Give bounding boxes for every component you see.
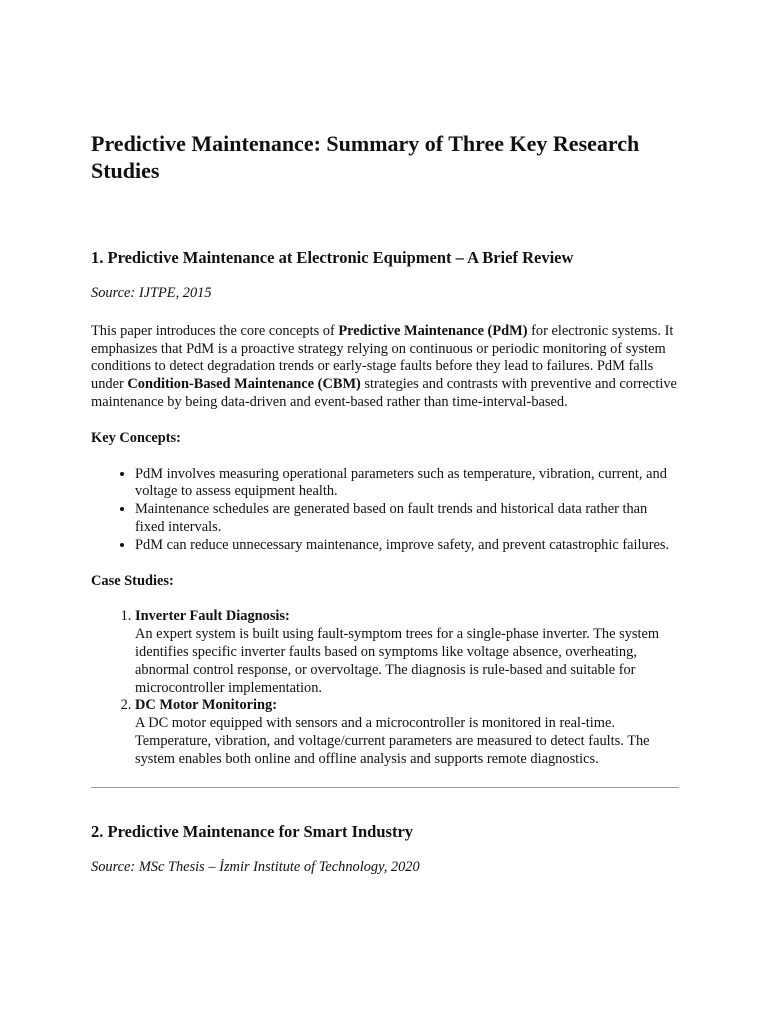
section-2-heading: 2. Predictive Maintenance for Smart Industry: [91, 821, 414, 841]
list-item: • PdM involves measuring operational parameters such as temperature, vibration, current, and voltage to assess equipment health.: [135, 466, 679, 502]
case-study-text: An expert system is built using fault-symptom trees for a single-phase inverter. The system identifies specific inverter faults based on symptoms like voltage absence, overheating, abnormal control response, or overvoltage. The diagnosis is rule-based and suitable for microcontroller implementation.: [135, 626, 660, 696]
case-study-item: [135, 697, 679, 768]
section-1-source: Source: IJTPE, 2015: [91, 285, 212, 301]
case-study-text: A DC motor equipped with sensors and a microcontroller is monitored in real-time. Temperature, vibration, and voltage/current parameters are measured to detect faults. The system enables both online and offline analysis and supports remote diagnostics.: [135, 715, 650, 767]
intro-text-3: strategies and contrasts with preventive and corrective maintenance by being data-driven and event-based rather than time-interval-based.: [91, 376, 677, 410]
intro-term-cbm: Condition-Based Maintenance (CBM): [127, 376, 361, 393]
case-study-title: 1. Inverter Fault Diagnosis:: [135, 608, 290, 625]
document-body: [91, 130, 679, 896]
section-1-heading: 1. Predictive Maintenance at Electronic Equipment – A Brief Review: [91, 248, 574, 267]
list-item: • PdM can reduce unnecessary maintenance, improve safety, and prevent catastrophic failures.: [135, 537, 679, 555]
section-divider: [91, 787, 679, 788]
list-item: • Maintenance schedules are generated based on fault trends and historical data rather than fixed intervals.: [135, 501, 679, 537]
section-2: [91, 822, 679, 877]
case-studies-label: Case Studies:: [91, 572, 174, 589]
document-title: Predictive Maintenance: Summary of Three Key Research Studies: [91, 131, 640, 183]
section-2-source: Source: MSc Thesis – İzmir Institute of Technology, 2020: [91, 858, 420, 875]
key-concepts-label: Key Concepts:: [91, 429, 181, 446]
section-1-intro: [91, 323, 679, 412]
intro-text-1: This paper introduces the core concepts of: [91, 322, 339, 339]
case-studies-list: [91, 608, 679, 768]
case-study-title: 2. DC Motor Monitoring:: [135, 697, 278, 714]
case-study-item: [135, 608, 679, 697]
intro-text-2: for electronic systems. It emphasizes that PdM is a proactive strategy relying on continuous or periodic monitoring of system conditions to detect degradation trends or early-stage faults before they lead to failures. PdM falls under: [91, 322, 674, 393]
section-1: [91, 248, 679, 769]
intro-term-pdm: Predictive Maintenance (PdM): [338, 322, 528, 339]
key-concepts-list: [91, 466, 679, 555]
